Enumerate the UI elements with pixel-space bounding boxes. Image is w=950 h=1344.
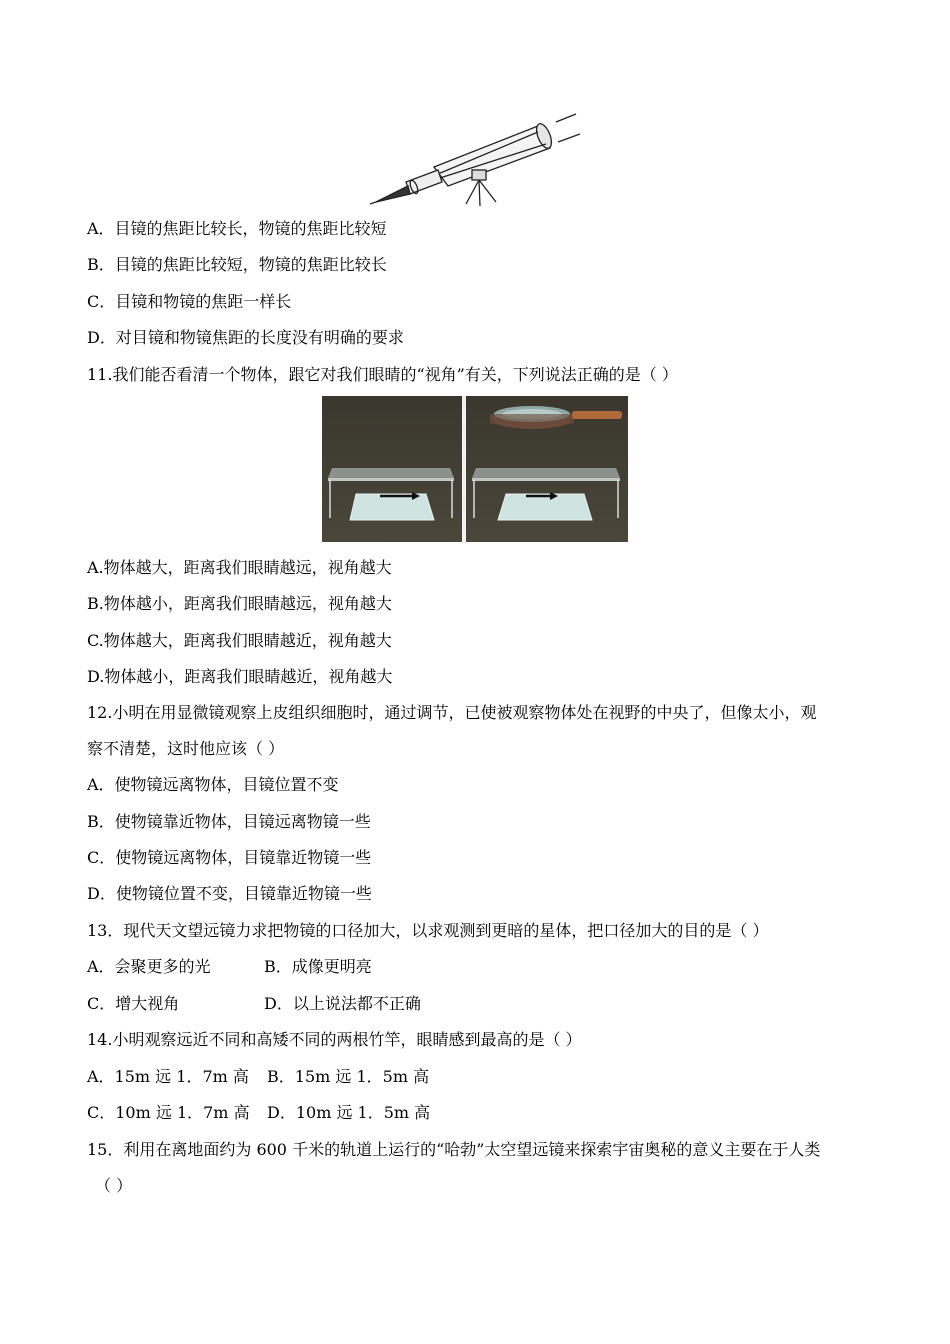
q14-stem: 14.小明观察远近不同和高矮不同的两根竹竿，眼睛感到最高的是（ ） [87,1030,582,1049]
view-angle-drawing [322,396,628,542]
q11-option-d: D.物体越小，距离我们眼睛越近，视角越大 [87,667,393,686]
q15-stem-line2: （ ） [95,1176,133,1195]
q13-option-c: C．增大视角 [87,994,180,1013]
q13-option-a: A．会聚更多的光 [87,957,211,976]
q12-option-b: B．使物镜靠近物体，目镜远离物镜一些 [87,812,371,831]
q11-option-b: B.物体越小，距离我们眼睛越远，视角越大 [87,594,392,613]
q10-option-b: B．目镜的焦距比较短，物镜的焦距比较长 [87,255,387,274]
q15-stem-line1: 15．利用在离地面约为 600 千米的轨道上运行的“哈勃”太空望远镜来探索宇宙奥秘的意义主要在于人类 [87,1140,821,1159]
q14-option-b: B．15m 远 1．5m 高 [267,1067,430,1086]
q10-option-d: D．对目镜和物镜焦距的长度没有明确的要求 [87,328,404,347]
q14-option-d: D．10m 远 1．5m 高 [267,1103,431,1122]
q13-option-b: B．成像更明亮 [264,957,372,976]
q11-option-a: A.物体越大，距离我们眼睛越远，视角越大 [87,558,392,577]
q13-stem: 13．现代天文望远镜力求把物镜的口径加大，以求观测到更暗的星体，把口径加大的目的是（ ） [87,921,769,940]
telescope-drawing [368,112,584,208]
q14-option-c: C．10m 远 1．7m 高 [87,1103,250,1122]
q12-stem-line1: 12.小明在用显微镜观察上皮组织细胞时，通过调节，已使被观察物体处在视野的中央了，但像太小，观 [87,703,817,722]
view-angle-figure [322,396,628,542]
q13-row1 [87,957,211,977]
q14-option-a: A．15m 远 1．7m 高 [87,1067,249,1086]
q10-option-c: C．目镜和物镜的焦距一样长 [87,292,292,311]
q12-stem-line2: 察不清楚，这时他应该（ ） [87,739,285,758]
q12-option-d: D．使物镜位置不变，目镜靠近物镜一些 [87,884,372,903]
q11-stem: 11.我们能否看清一个物体，跟它对我们眼睛的“视角”有关，下列说法正确的是（ ） [87,365,678,384]
q12-option-a: A．使物镜远离物体，目镜位置不变 [87,775,339,794]
q10-option-a: A．目镜的焦距比较长，物镜的焦距比较短 [87,219,387,238]
q11-option-c: C.物体越大，距离我们眼睛越近，视角越大 [87,631,392,650]
telescope-figure [368,112,584,208]
q12-option-c: C．使物镜远离物体，目镜靠近物镜一些 [87,848,372,867]
q13-option-d: D．以上说法都不正确 [264,994,421,1013]
